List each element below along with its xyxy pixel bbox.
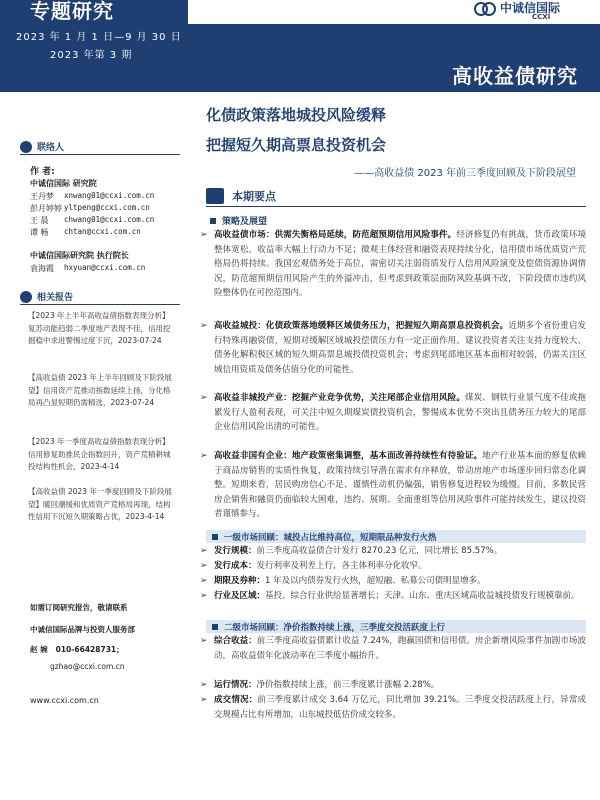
paragraph: ➢ 高收益城投：化债政策落地缓释区域债务压力，把握短久期高票息投资机会。近期多个省份重启发行特殊再融资债，短期对缓解区域城投偿债压力有一定正面作用。建议投资者关注支持力度较大、债务化解积极区域的短久期高票息城投债投资机会；考虑到尾部地区基本面相对较弱，仍需关注区域信用资质及债务估值分化的可能性。 [200,321,586,375]
date-range: 2023 年 1 月 1 日—9 月 30 日 [16,32,182,43]
related-report-link[interactable]: 【高收益债 2023 年上半年回顾及下阶段展望】信用资产荒推动指数延续上扬，分化格局再凸显短期仍需精选，2023-07-24 [28,373,172,407]
subscribe-note: 如需订阅研究报告，敬请联系 [30,603,128,612]
bullet-square-icon [212,624,218,630]
arrow-bullet-icon: ➢ [200,451,208,461]
arrow-bullet-icon: ➢ [200,230,208,240]
arrow-bullet-icon: ➢ [200,546,208,556]
left-sidebar [0,92,186,800]
arrow-bullet-icon: ➢ [200,636,208,646]
paragraph: ➢ 发行成本：发行利率及利差上行，各主体利率分化收窄。 [214,559,586,574]
related-heading: 相关报告 [20,290,73,303]
paragraph: ➢ 运行情况：净价指数持续上涨，前三季度累计涨幅 2.28%。 [214,678,586,693]
arrow-bullet-icon: ➢ [200,393,208,403]
paragraph: ➢ 成交情况：前三季度累计成交 3.64 万亿元，同比增加 39.21%。三季度交投活跃度上行，异常成交规模占比有所增加，山东城投低估价成交较多。 [200,695,586,720]
report-series: 高收益债研究 [452,64,578,88]
dean-org: 中诚信国际研究院 执行院长 [30,251,129,260]
divider [20,154,180,155]
section-heading: 策略及展望 [210,214,267,227]
service-dept: 中诚信国际品牌与投资人服务部 [30,625,135,634]
report-icon [20,291,32,303]
topic-title: 专题研究 [30,0,114,23]
keypoints-heading: 本期要点 [206,186,586,206]
related-report-link[interactable]: 【2023 年上半年高收益债指数表现分析】复苏动能趋弱二季度地产表现不佳，信用挖掘稳中求进警惕过度下沉，2023-07-24 [28,311,171,345]
author-row: 彭月婷婷 yltpeng@ccxi.com.cn [30,203,150,213]
paragraph: ➢ 行业及区域：基投、综合行业供给显著增长；天津、山东、重庆区域高收益城投债发行规模靠前。 [214,589,586,604]
paragraph: ➢ 综合收益：前三季度高收益债累计收益 7.24%，跑赢国债和信用债。房企新增风险事件加剧市场波动，高收益债年化波动率在三季度小幅抬升。 [200,636,586,661]
bullet-square-icon [210,218,216,224]
contact-email[interactable]: gzhao@ccxi.com.cn [50,662,125,671]
contact-icon [20,141,32,153]
issue-number: 2023 年第 3 期 [50,50,133,61]
keypoints-icon [206,188,224,204]
arrow-bullet-icon: ➢ [200,695,208,705]
related-report-link[interactable]: 【2023 年一季度高收益债指数表现分析】信用修复助推民企指数回升，资产荒精耕城投结构性机会，2023-4-14 [28,437,171,471]
author-row: 谭 畅 chtan@ccxi.com.cn [30,227,141,237]
main-content [196,92,600,800]
arrow-bullet-icon: ➢ [200,561,208,571]
company-logo [474,0,582,22]
logo-subtext: CCXI [532,13,551,21]
website-link[interactable]: www.ccxi.com.cn [30,696,99,705]
arrow-bullet-icon: ➢ [200,321,208,331]
report-title-line1: 化债政策落地城投风险缓释 [206,106,387,124]
header-right-panel [188,24,600,92]
paragraph: ➢ 高收益非城投产业：挖掘产业竞争优势，关注尾部企业信用风险。煤炭、钢铁行业景气度不佳或拖累发行人盈利表现，可关注中短久期煤炭债投资机会，警惕成本优势不突出且债务压力较大的尾部企业信用风险出清的可能性。 [200,393,586,433]
author-row: 王 晨 chwang01@ccxi.com.cn [30,215,155,225]
contact-line: 赵 婉 010-66428731； [30,645,124,654]
logo-text: 中诚信国际 [500,1,561,15]
paragraph: ➢ 期限及券种：1 年及以内债券发行火热，超短融、私募公司债明显增多。 [214,574,586,589]
contact-heading: 联络人 [20,140,64,153]
divider [20,304,180,305]
paragraph: ➢ 高收益债市场：供需失衡格局延续，防范超预期信用风险事件。经济修复仍有挑战，货币政策环境整体宽松，收益率大幅上行动力不足；微观主体经营和融资表现持续分化，信用债市场优质资产荒格局仍将持续。我国宏观债务处于高位，需密切关注弱资质发行人信用风险演变及偿债资源协调情况，防范超预期信用风险产生的外溢冲击，但考虑到政策层面防风险基调不改，下阶段债市违约风险整体仍在可控范围内。 [200,230,586,299]
report-subtitle: ——高收益债 2023 年前三季度回顾及下阶段展望 [354,168,576,179]
logo-mark-icon [474,0,496,18]
arrow-bullet-icon: ➢ [200,576,208,586]
divider [206,206,586,207]
report-title-line2: 把握短久期高票息投资机会 [206,136,387,154]
header-left-panel [0,0,188,92]
arrow-bullet-icon: ➢ [200,591,208,601]
subsection-bar: 二级市场回顾：净价指数持续上涨，三季度交投活跃度上行 [206,620,586,633]
subsection-bar: 一级市场回顾：城投占比维持高位，短期限品种发行火热 [206,530,586,543]
paragraph: ➢ 高收益非国有企业：地产政策密集调整，基本面改善持续性有待验证。地产行业基本面的修复依赖于商品房销售的实质性恢复，政策持续引导潜在需求有序释放，带动房地产市场逐步回归常态化调整。短期来看，居民购房信心不足、谨慎性动机仍偏强，销售修复进程较为缓慢。目前，多数民营房企销售和融资仍面临较大困难，违约、展期、全面重组等信用风险事件可能持续发生，建议投资者谨慎参与。 [200,451,586,520]
report-header [0,0,600,92]
author-label: 作 者: [30,167,55,177]
author-row: 王丹梦 xnwang01@ccxi.com.cn [30,191,155,201]
arrow-bullet-icon: ➢ [200,680,208,690]
bullet-square-icon [212,534,218,540]
related-report-link[interactable]: 【高收益债 2023 年一季度回顾及下阶段展望】暖回潮缓和优质资产荒格局再现，结构性信用下沉短久期策略占优，2023-4-14 [28,487,172,521]
author-org: 中诚信国际 研究院 [30,179,97,188]
paragraph: ➢ 发行规模：前三季度高收益债合计发行 8270.23 亿元，同比增长 85.57%。 [214,544,586,559]
dean-row: 袁海霞 hxyuan@ccxi.com.cn [30,263,146,273]
